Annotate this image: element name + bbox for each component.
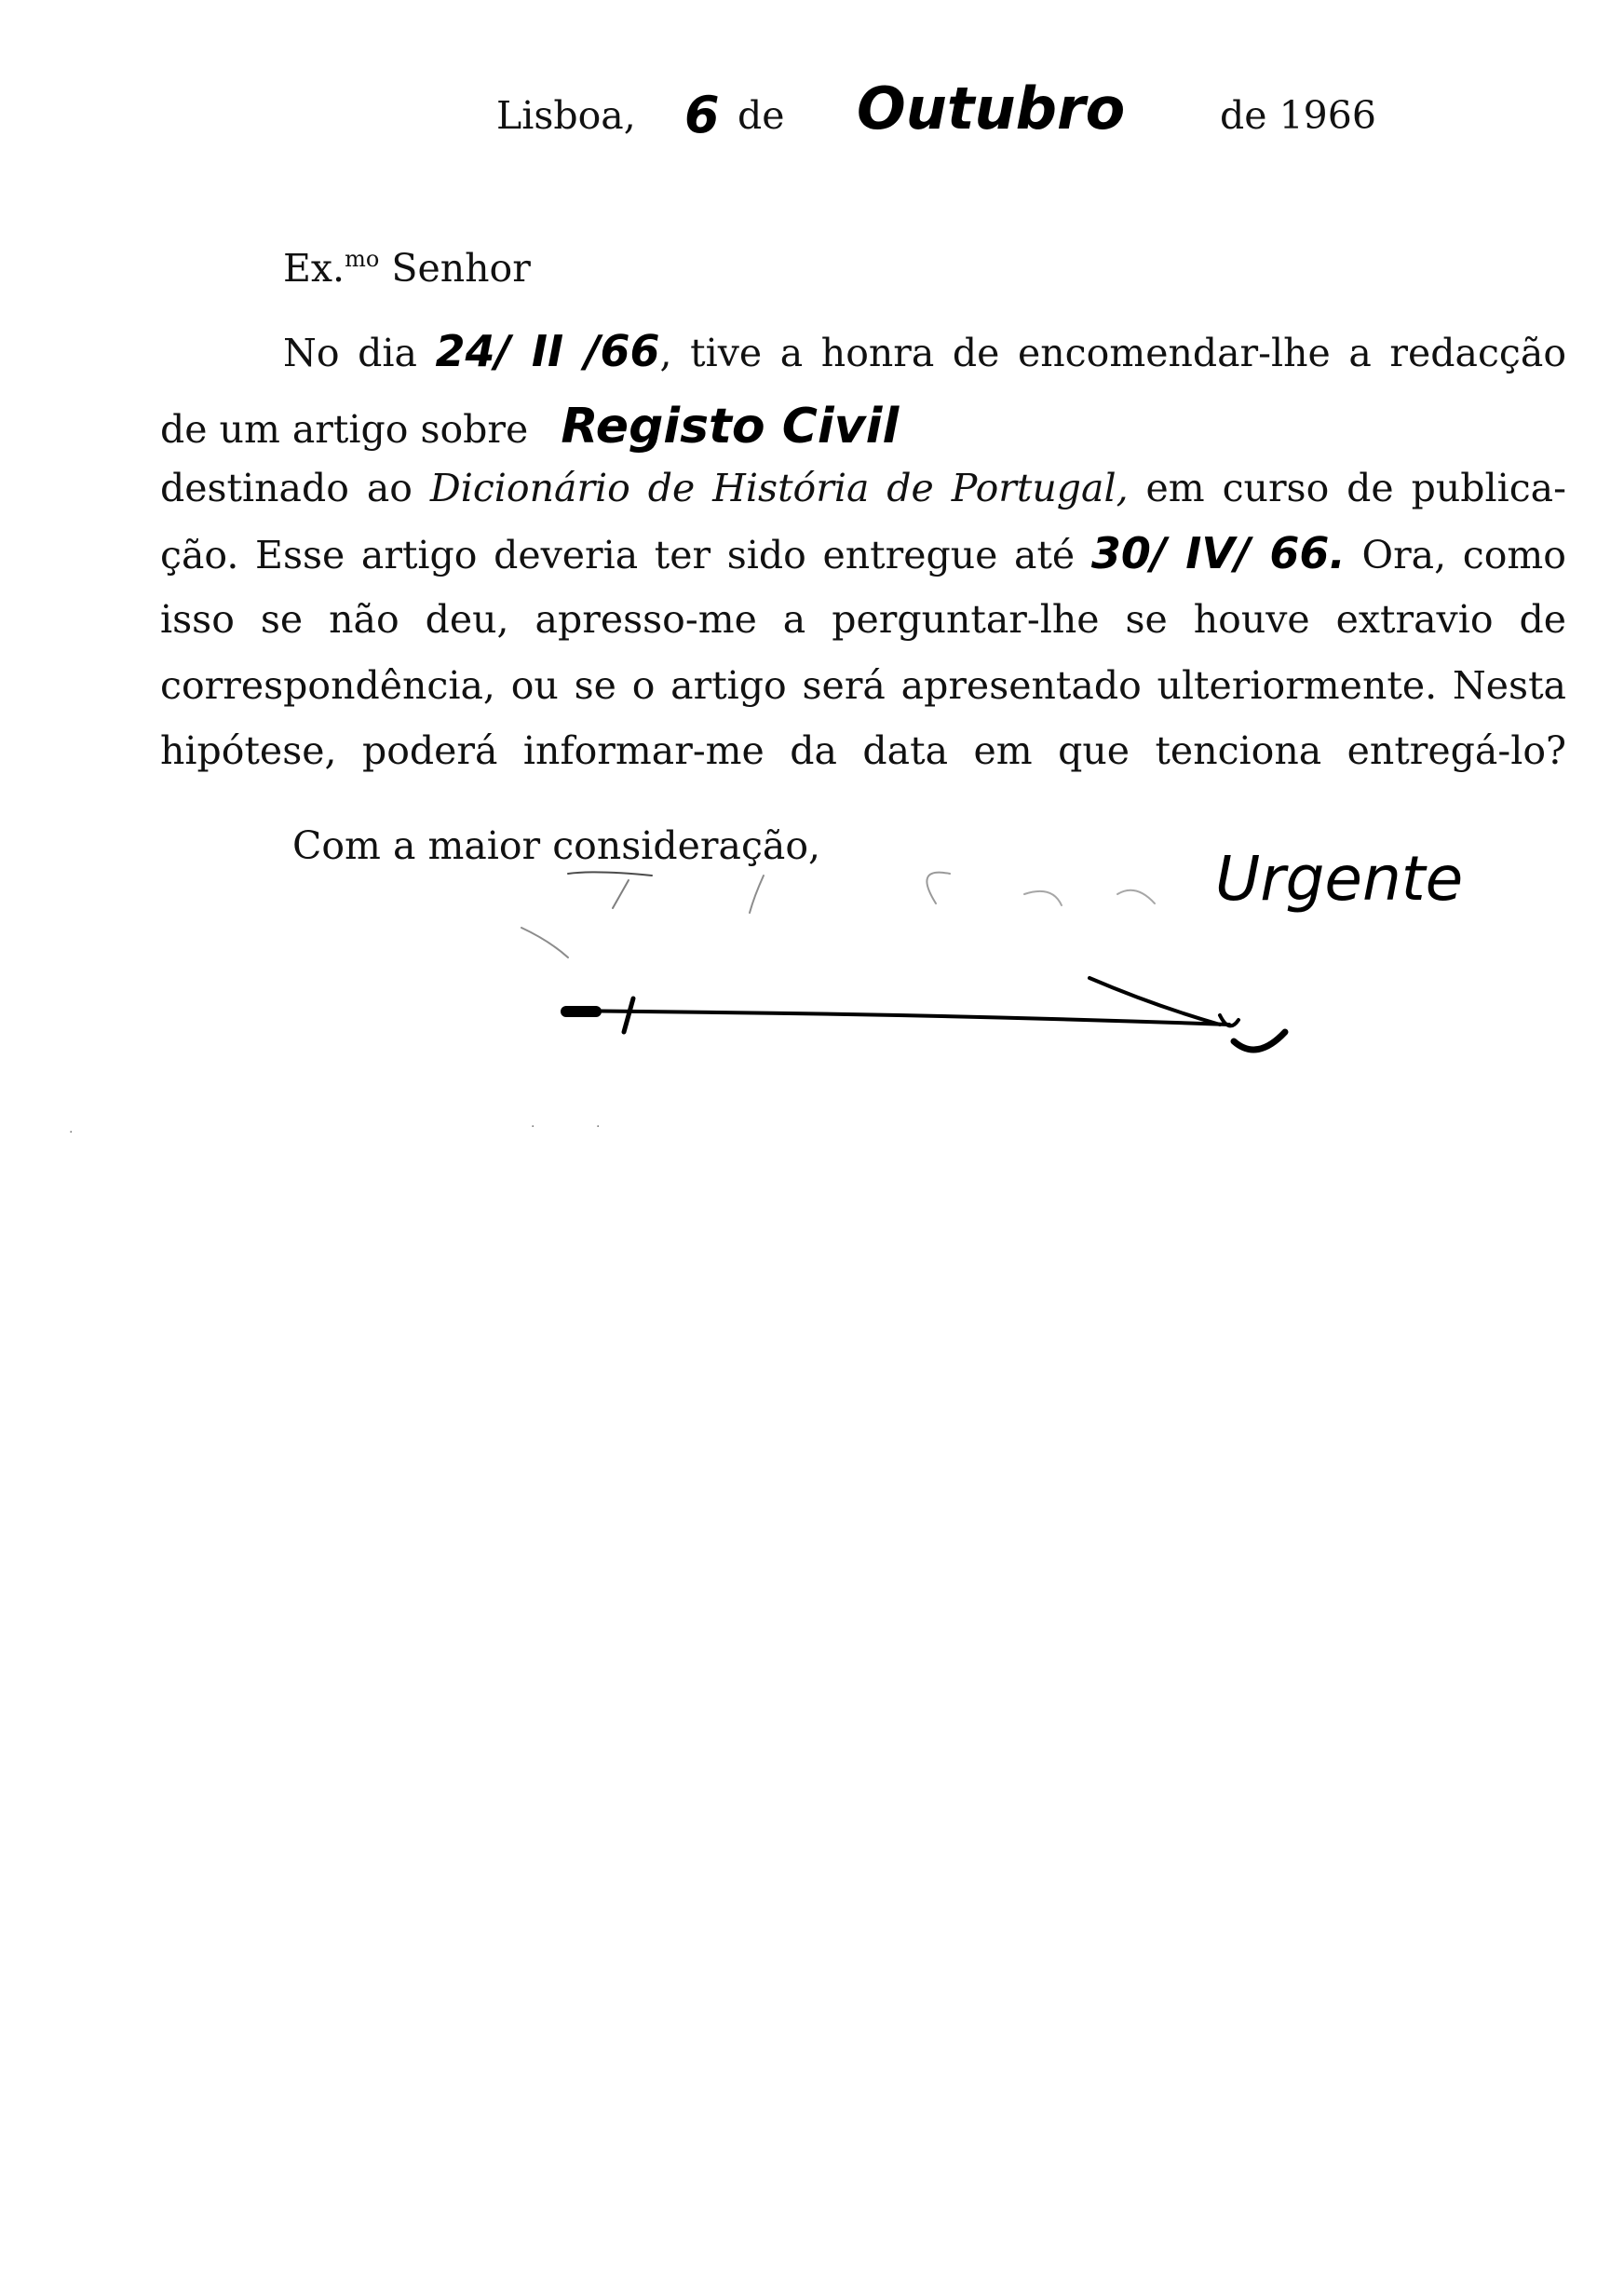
body-line-2: [160, 399, 900, 455]
closing: Com a maior consideração,: [292, 823, 821, 868]
salutation-abbrev: Ex.: [283, 246, 345, 291]
body-line-3: [160, 468, 1566, 509]
handwritten-topic: Registo Civil: [561, 399, 900, 455]
salutation-sup: mo: [345, 246, 380, 272]
scan-speck: ·: [69, 1125, 74, 1140]
date-year-line: [1220, 93, 1376, 138]
handwritten-day: 6: [684, 86, 720, 144]
signature-flourish: [317, 838, 1490, 1099]
date-place: Lisboa,: [496, 93, 636, 138]
body-line-1: [283, 326, 1566, 376]
body-line-3-start: destinado ao: [160, 466, 413, 510]
body-line-1-start: No dia: [283, 331, 417, 375]
body-line-3-end: em curso de publica-: [1145, 466, 1566, 510]
date-de-1: de: [738, 93, 785, 138]
body-line-7: hipótese, poderá informar-me da data em que tenciona entregá-lo?: [160, 728, 1566, 773]
date-de-2: de: [1220, 93, 1267, 138]
body-line-6: correspondência, ou se o artigo será apresentado ulteriormente. Nesta: [160, 663, 1566, 708]
body-line-4: [160, 528, 1566, 578]
body-line-1-end: , tive a honra de encomendar-lhe a redacção: [659, 331, 1566, 375]
body-line-4-end: Ora, como: [1361, 533, 1566, 577]
body-line-2-start: de um artigo sobre: [160, 407, 529, 452]
handwritten-date-1: 24/ II /66: [435, 326, 660, 376]
handwritten-date-2: 30/ IV/ 66.: [1090, 528, 1346, 578]
dictionary-title: Dicionário de História de Portugal,: [429, 466, 1129, 510]
urgent-handwritten-note: Urgente: [1215, 843, 1464, 915]
body-line-5: isso se não deu, apresso-me a perguntar-lhe se houve extravio de: [160, 597, 1566, 642]
salutation-word: Senhor: [391, 246, 531, 291]
salutation: [283, 246, 531, 291]
scan-speck: ·: [596, 1120, 601, 1134]
body-line-4-start: ção. Esse artigo deveria ter sido entregue até: [160, 533, 1076, 577]
scan-speck: ·: [531, 1120, 535, 1134]
handwritten-month: Outubro: [857, 75, 1126, 143]
date-year: 1966: [1279, 93, 1376, 138]
